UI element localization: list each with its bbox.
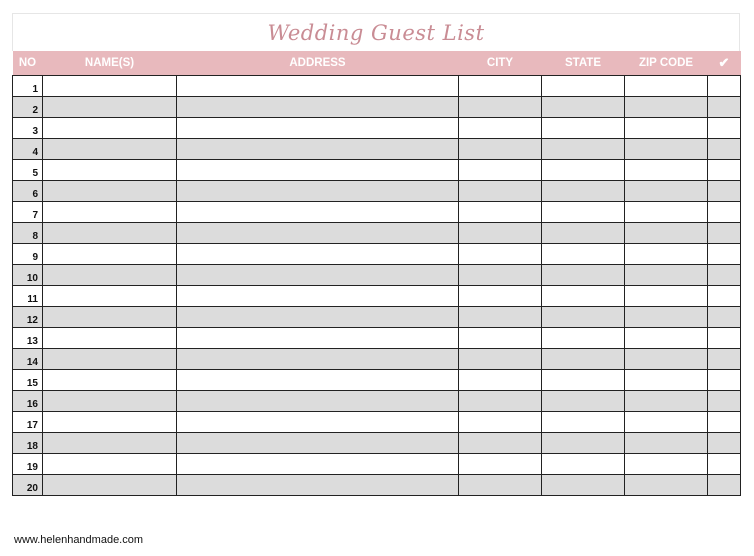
city-cell[interactable] xyxy=(459,454,542,475)
zip-code-cell[interactable] xyxy=(625,286,708,307)
city-cell[interactable] xyxy=(459,139,542,160)
table-row xyxy=(13,370,741,391)
zip-code-cell[interactable] xyxy=(625,181,708,202)
table-row xyxy=(13,97,741,118)
check-cell[interactable] xyxy=(708,370,741,391)
state-cell[interactable] xyxy=(542,244,625,265)
guest-rows xyxy=(13,76,741,496)
state-cell[interactable] xyxy=(542,118,625,139)
name-cell[interactable] xyxy=(43,307,177,328)
check-cell[interactable] xyxy=(708,433,741,454)
column-header-names: NAME(S) xyxy=(43,51,177,76)
table-row xyxy=(13,181,741,202)
table-row xyxy=(13,349,741,370)
table-row xyxy=(13,391,741,412)
name-cell[interactable] xyxy=(43,433,177,454)
name-cell[interactable] xyxy=(43,160,177,181)
table-row xyxy=(13,475,741,496)
check-cell[interactable] xyxy=(708,76,741,97)
column-header-no: NO xyxy=(13,51,43,76)
check-cell[interactable] xyxy=(708,181,741,202)
address-cell[interactable] xyxy=(177,202,459,223)
check-cell[interactable] xyxy=(708,328,741,349)
state-cell[interactable] xyxy=(542,160,625,181)
row-number: 9 xyxy=(13,244,43,265)
address-cell[interactable] xyxy=(177,328,459,349)
check-cell[interactable] xyxy=(708,223,741,244)
guest-list-sheet xyxy=(12,13,740,496)
city-cell[interactable] xyxy=(459,412,542,433)
name-cell[interactable] xyxy=(43,349,177,370)
row-number: 10 xyxy=(13,265,43,286)
state-cell[interactable] xyxy=(542,97,625,118)
city-cell[interactable] xyxy=(459,202,542,223)
city-cell[interactable] xyxy=(459,433,542,454)
row-number: 17 xyxy=(13,412,43,433)
name-cell[interactable] xyxy=(43,202,177,223)
state-cell[interactable] xyxy=(542,202,625,223)
table-row xyxy=(13,118,741,139)
zip-code-cell[interactable] xyxy=(625,97,708,118)
zip-code-cell[interactable] xyxy=(625,391,708,412)
address-cell[interactable] xyxy=(177,475,459,496)
check-cell[interactable] xyxy=(708,286,741,307)
state-cell[interactable] xyxy=(542,475,625,496)
title-banner xyxy=(12,13,740,51)
table-row xyxy=(13,202,741,223)
check-cell[interactable] xyxy=(708,202,741,223)
check-cell[interactable] xyxy=(708,475,741,496)
address-cell[interactable] xyxy=(177,307,459,328)
zip-code-cell[interactable] xyxy=(625,244,708,265)
state-cell[interactable] xyxy=(542,349,625,370)
check-cell[interactable] xyxy=(708,118,741,139)
city-cell[interactable] xyxy=(459,349,542,370)
column-header-check-icon: ✔ xyxy=(708,51,741,76)
check-cell[interactable] xyxy=(708,307,741,328)
name-cell[interactable] xyxy=(43,475,177,496)
city-cell[interactable] xyxy=(459,244,542,265)
state-cell[interactable] xyxy=(542,139,625,160)
column-header-address: ADDRESS xyxy=(177,51,459,76)
row-number: 18 xyxy=(13,433,43,454)
address-cell[interactable] xyxy=(177,412,459,433)
row-number: 16 xyxy=(13,391,43,412)
city-cell[interactable] xyxy=(459,265,542,286)
check-cell[interactable] xyxy=(708,244,741,265)
zip-code-cell[interactable] xyxy=(625,118,708,139)
name-cell[interactable] xyxy=(43,244,177,265)
address-cell[interactable] xyxy=(177,160,459,181)
state-cell[interactable] xyxy=(542,370,625,391)
zip-code-cell[interactable] xyxy=(625,139,708,160)
state-cell[interactable] xyxy=(542,412,625,433)
address-cell[interactable] xyxy=(177,286,459,307)
city-cell[interactable] xyxy=(459,118,542,139)
address-cell[interactable] xyxy=(177,118,459,139)
address-cell[interactable] xyxy=(177,244,459,265)
name-cell[interactable] xyxy=(43,223,177,244)
address-cell[interactable] xyxy=(177,454,459,475)
row-number: 7 xyxy=(13,202,43,223)
city-cell[interactable] xyxy=(459,307,542,328)
row-number: 2 xyxy=(13,97,43,118)
state-cell[interactable] xyxy=(542,328,625,349)
check-cell[interactable] xyxy=(708,265,741,286)
row-number: 6 xyxy=(13,181,43,202)
city-cell[interactable] xyxy=(459,328,542,349)
city-cell[interactable] xyxy=(459,181,542,202)
name-cell[interactable] xyxy=(43,286,177,307)
state-cell[interactable] xyxy=(542,454,625,475)
state-cell[interactable] xyxy=(542,181,625,202)
name-cell[interactable] xyxy=(43,265,177,286)
zip-code-cell[interactable] xyxy=(625,160,708,181)
address-cell[interactable] xyxy=(177,223,459,244)
name-cell[interactable] xyxy=(43,412,177,433)
zip-code-cell[interactable] xyxy=(625,412,708,433)
row-number: 3 xyxy=(13,118,43,139)
state-cell[interactable] xyxy=(542,391,625,412)
zip-code-cell[interactable] xyxy=(625,454,708,475)
check-cell[interactable] xyxy=(708,454,741,475)
zip-code-cell[interactable] xyxy=(625,370,708,391)
address-cell[interactable] xyxy=(177,391,459,412)
city-cell[interactable] xyxy=(459,76,542,97)
name-cell[interactable] xyxy=(43,181,177,202)
column-header-state: STATE xyxy=(542,51,625,76)
table-row xyxy=(13,286,741,307)
check-cell[interactable] xyxy=(708,349,741,370)
name-cell[interactable] xyxy=(43,370,177,391)
address-cell[interactable] xyxy=(177,433,459,454)
table-row xyxy=(13,328,741,349)
name-cell[interactable] xyxy=(43,139,177,160)
table-row xyxy=(13,223,741,244)
zip-code-cell[interactable] xyxy=(625,76,708,97)
address-cell[interactable] xyxy=(177,349,459,370)
column-header-zip-code: ZIP CODE xyxy=(625,51,708,76)
state-cell[interactable] xyxy=(542,265,625,286)
check-cell[interactable] xyxy=(708,412,741,433)
table-row xyxy=(13,454,741,475)
row-number: 20 xyxy=(13,475,43,496)
address-cell[interactable] xyxy=(177,265,459,286)
row-number: 19 xyxy=(13,454,43,475)
state-cell[interactable] xyxy=(542,286,625,307)
zip-code-cell[interactable] xyxy=(625,307,708,328)
check-cell[interactable] xyxy=(708,139,741,160)
zip-code-cell[interactable] xyxy=(625,433,708,454)
row-number: 15 xyxy=(13,370,43,391)
city-cell[interactable] xyxy=(459,223,542,244)
table-row xyxy=(13,433,741,454)
city-cell[interactable] xyxy=(459,160,542,181)
zip-code-cell[interactable] xyxy=(625,202,708,223)
city-cell[interactable] xyxy=(459,97,542,118)
row-number: 8 xyxy=(13,223,43,244)
address-cell[interactable] xyxy=(177,97,459,118)
name-cell[interactable] xyxy=(43,328,177,349)
row-number: 12 xyxy=(13,307,43,328)
page-title: Wedding Guest List xyxy=(267,20,485,45)
name-cell[interactable] xyxy=(43,118,177,139)
row-number: 11 xyxy=(13,286,43,307)
city-cell[interactable] xyxy=(459,475,542,496)
table-row xyxy=(13,160,741,181)
state-cell[interactable] xyxy=(542,433,625,454)
check-cell[interactable] xyxy=(708,391,741,412)
row-number: 14 xyxy=(13,349,43,370)
name-cell[interactable] xyxy=(43,97,177,118)
row-number: 13 xyxy=(13,328,43,349)
address-cell[interactable] xyxy=(177,76,459,97)
row-number: 5 xyxy=(13,160,43,181)
state-cell[interactable] xyxy=(542,223,625,244)
check-cell[interactable] xyxy=(708,97,741,118)
check-cell[interactable] xyxy=(708,160,741,181)
guest-table xyxy=(12,51,741,496)
table-row xyxy=(13,139,741,160)
table-row xyxy=(13,76,741,97)
zip-code-cell[interactable] xyxy=(625,475,708,496)
state-cell[interactable] xyxy=(542,76,625,97)
zip-code-cell[interactable] xyxy=(625,265,708,286)
header-row xyxy=(13,51,741,76)
column-header-city: CITY xyxy=(459,51,542,76)
zip-code-cell[interactable] xyxy=(625,328,708,349)
zip-code-cell[interactable] xyxy=(625,349,708,370)
name-cell[interactable] xyxy=(43,76,177,97)
address-cell[interactable] xyxy=(177,181,459,202)
row-number: 1 xyxy=(13,76,43,97)
city-cell[interactable] xyxy=(459,391,542,412)
table-row xyxy=(13,265,741,286)
row-number: 4 xyxy=(13,139,43,160)
city-cell[interactable] xyxy=(459,370,542,391)
address-cell[interactable] xyxy=(177,370,459,391)
table-row xyxy=(13,307,741,328)
zip-code-cell[interactable] xyxy=(625,223,708,244)
name-cell[interactable] xyxy=(43,391,177,412)
table-row xyxy=(13,244,741,265)
name-cell[interactable] xyxy=(43,454,177,475)
footer-website: www.helenhandmade.com xyxy=(14,534,144,546)
address-cell[interactable] xyxy=(177,139,459,160)
state-cell[interactable] xyxy=(542,307,625,328)
table-row xyxy=(13,412,741,433)
city-cell[interactable] xyxy=(459,286,542,307)
